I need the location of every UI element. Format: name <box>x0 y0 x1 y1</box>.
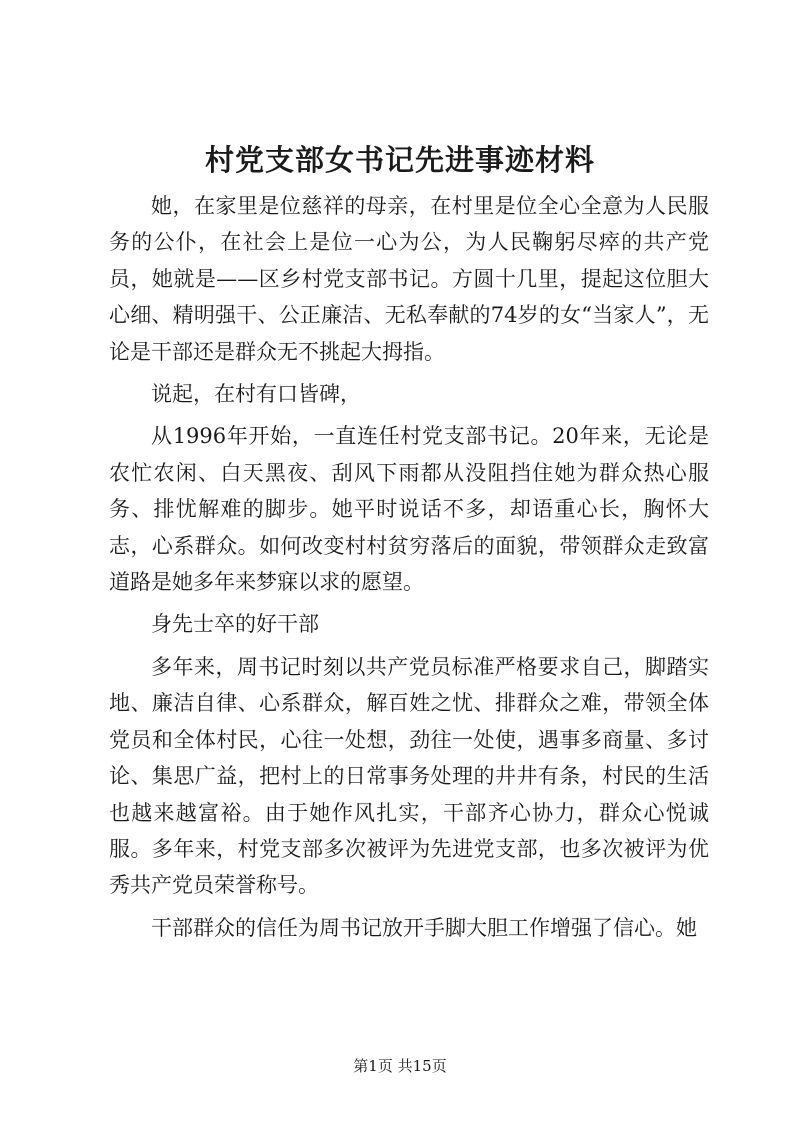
document-title: 村党支部女书记先进事迹材料 <box>204 143 595 177</box>
paragraph-leadership: 多年来，周书记时刻以共产党员标准严格要求自己，脚踏实地、廉洁自律、心系群众，解百姓之忧、排群众之难，带领全体党员和全体村民，心往一处想，劲往一处使，遇事多商量、多讨论、集思广益，把村上的日常事务处理的井井有条，村民的生活也越来越富裕。由于她作风扎实，干部齐心协力，群众心悦诚服。多年来，村党支部多次被评为先进党支部，也多次被评为优秀共产党员荣誉称号。 <box>109 654 709 898</box>
page-number-footer: 第1页 共15页 <box>353 1057 447 1075</box>
paragraph-reputation: 说起，在村有口皆碑， <box>151 382 361 407</box>
paragraph-intro: 她，在家里是位慈祥的母亲，在村里是位全心全意为人民服务的公仆，在社会上是位一心为公，为人民鞠躬尽瘁的共产党员，她就是——区乡村党支部书记。方圆十几里，提起这位胆大心细、精明强干、公正廉洁、无私奉献的74岁的女“当家人”，无论是干部还是群众无不挑起大拇指。 <box>109 194 709 364</box>
paragraph-service: 从1996年开始，一直连任村党支部书记。20年来，无论是农忙农闲、白天黑夜、刮风下雨都从没阻挡住她为群众热心服务、排忧解难的脚步。她平时说话不多，却语重心长，胸怀大志，心系群众。如何改变村村贫穷落后的面貌，带领群众走致富道路是她多年来梦寐以求的愿望。 <box>109 424 709 595</box>
paragraph-trust: 干部群众的信任为周书记放开手脚大胆工作增强了信心。她 <box>151 915 697 940</box>
document-body <box>109 188 709 952</box>
section-heading-leadership: 身先士卒的好干部 <box>151 612 319 637</box>
